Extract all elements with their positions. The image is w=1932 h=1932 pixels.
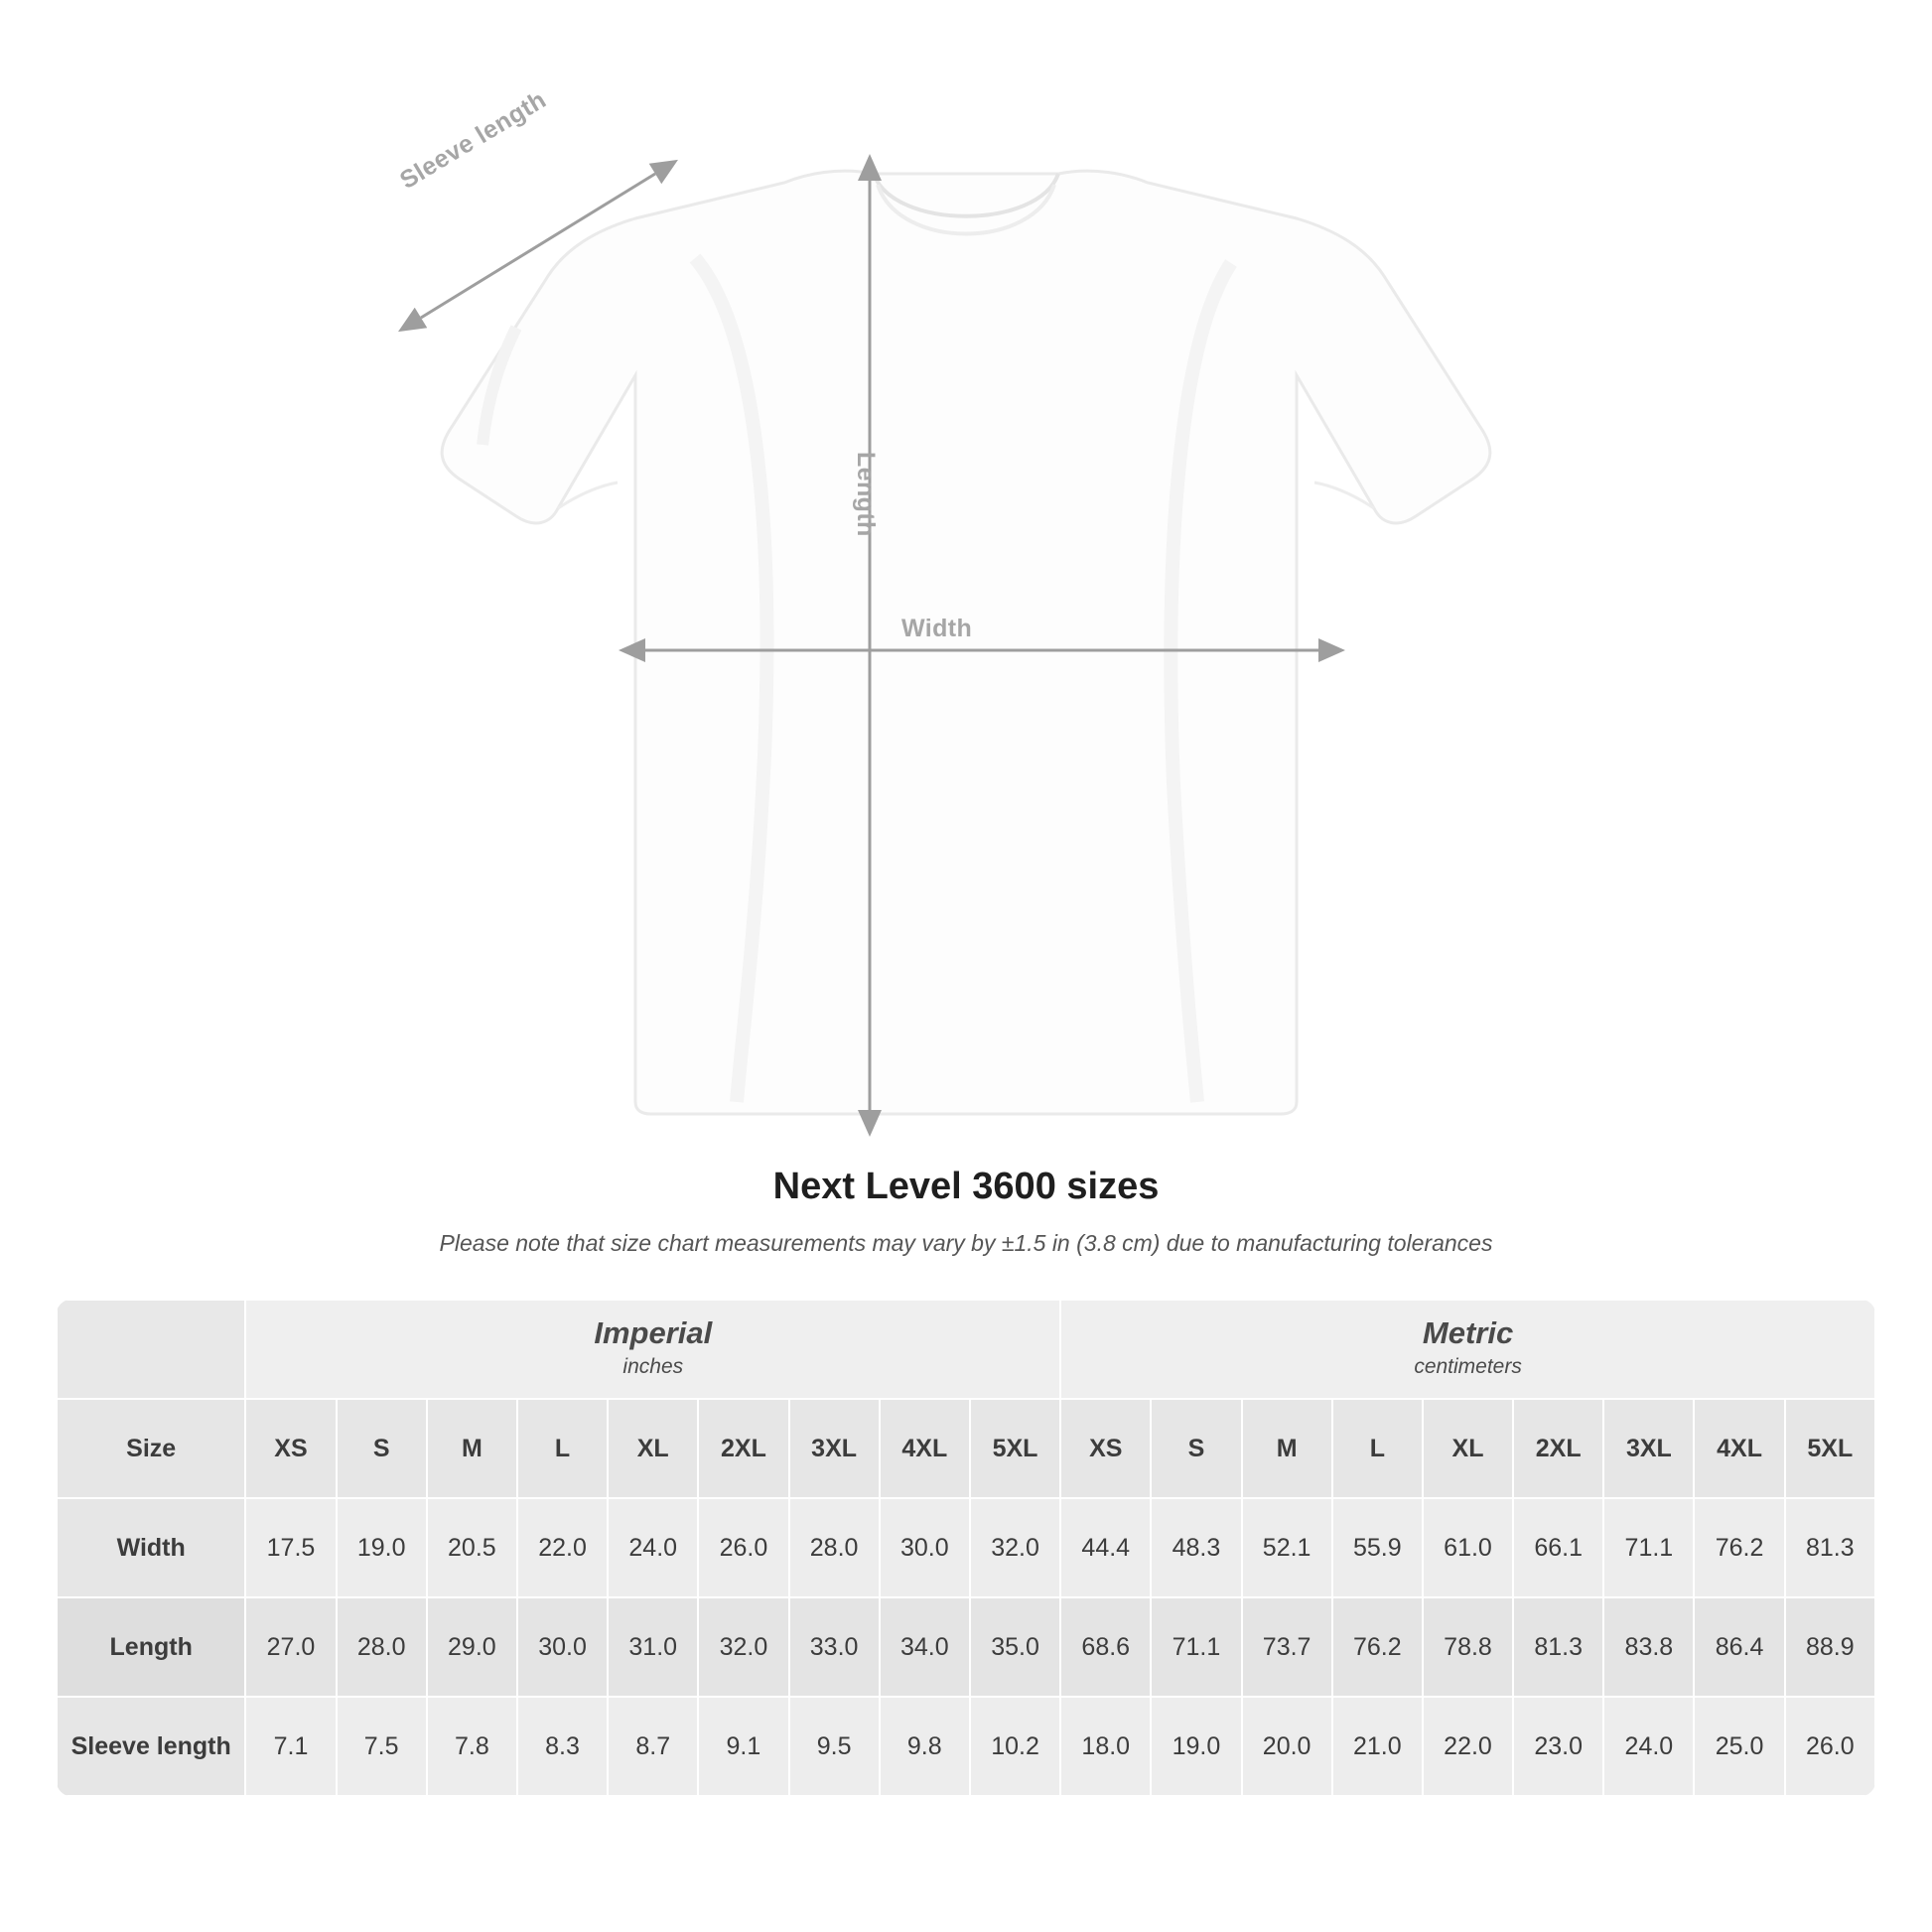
cell-sleeve-metric-xs: 18.0: [1060, 1697, 1151, 1796]
cell-width-imperial-4xl: 30.0: [880, 1498, 970, 1597]
size-header-metric-4xl: 4XL: [1694, 1399, 1784, 1498]
cell-length-metric-3xl: 83.8: [1603, 1597, 1694, 1697]
cell-length-imperial-m: 29.0: [427, 1597, 517, 1697]
cell-sleeve-metric-s: 19.0: [1151, 1697, 1241, 1796]
unit-title-metric: Metric: [1422, 1315, 1514, 1351]
cell-sleeve-imperial-l: 8.3: [517, 1697, 608, 1796]
size-header-imperial-m: M: [427, 1399, 517, 1498]
unit-title-imperial: Imperial: [594, 1315, 713, 1351]
cell-sleeve-imperial-m: 7.8: [427, 1697, 517, 1796]
corner-cell: [57, 1300, 245, 1399]
cell-length-metric-s: 71.1: [1151, 1597, 1241, 1697]
cell-sleeve-imperial-3xl: 9.5: [789, 1697, 880, 1796]
cell-length-metric-xl: 78.8: [1423, 1597, 1513, 1697]
table-row: [57, 1697, 1875, 1796]
size-header-imperial-xs: XS: [245, 1399, 336, 1498]
cell-width-metric-3xl: 71.1: [1603, 1498, 1694, 1597]
size-header-imperial-5xl: 5XL: [970, 1399, 1060, 1498]
cell-length-metric-m: 73.7: [1242, 1597, 1332, 1697]
cell-length-imperial-5xl: 35.0: [970, 1597, 1060, 1697]
size-header-row: [57, 1399, 1875, 1498]
row-label-sleeve-length: Sleeve length: [57, 1697, 245, 1796]
cell-width-imperial-m: 20.5: [427, 1498, 517, 1597]
cell-length-imperial-s: 28.0: [337, 1597, 427, 1697]
cell-width-metric-5xl: 81.3: [1785, 1498, 1875, 1597]
size-header-imperial-2xl: 2XL: [698, 1399, 788, 1498]
cell-width-metric-4xl: 76.2: [1694, 1498, 1784, 1597]
unit-sub-metric: centimeters: [1414, 1355, 1522, 1379]
size-header-imperial-4xl: 4XL: [880, 1399, 970, 1498]
cell-sleeve-metric-m: 20.0: [1242, 1697, 1332, 1796]
cell-length-imperial-2xl: 32.0: [698, 1597, 788, 1697]
sleeve-length-label: Sleeve length: [395, 85, 552, 196]
page-title: Next Level 3600 sizes: [772, 1166, 1160, 1207]
unit-header-row: [57, 1300, 1875, 1399]
cell-sleeve-imperial-xs: 7.1: [245, 1697, 336, 1796]
cell-width-metric-xl: 61.0: [1423, 1498, 1513, 1597]
unit-group-metric: [1060, 1300, 1875, 1399]
unit-group-imperial: [245, 1300, 1060, 1399]
cell-length-metric-l: 76.2: [1332, 1597, 1423, 1697]
cell-sleeve-metric-xl: 22.0: [1423, 1697, 1513, 1796]
size-table: [56, 1299, 1876, 1797]
length-label: Length: [852, 452, 880, 537]
size-header-metric-xl: XL: [1423, 1399, 1513, 1498]
size-header-metric-3xl: 3XL: [1603, 1399, 1694, 1498]
row-label-width: Width: [57, 1498, 245, 1597]
tolerance-note: Please note that size chart measurements may vary by ±1.5 in (3.8 cm) due to manufacturing tolerances: [439, 1230, 1493, 1256]
cell-length-metric-xs: 68.6: [1060, 1597, 1151, 1697]
unit-sub-imperial: inches: [622, 1355, 684, 1379]
cell-sleeve-imperial-xl: 8.7: [608, 1697, 698, 1796]
cell-length-imperial-4xl: 34.0: [880, 1597, 970, 1697]
cell-length-imperial-xs: 27.0: [245, 1597, 336, 1697]
size-header-metric-xs: XS: [1060, 1399, 1151, 1498]
cell-sleeve-imperial-5xl: 10.2: [970, 1697, 1060, 1796]
width-label: Width: [901, 615, 973, 642]
cell-sleeve-metric-4xl: 25.0: [1694, 1697, 1784, 1796]
cell-length-metric-2xl: 81.3: [1513, 1597, 1603, 1697]
cell-width-imperial-2xl: 26.0: [698, 1498, 788, 1597]
cell-length-imperial-xl: 31.0: [608, 1597, 698, 1697]
cell-length-metric-4xl: 86.4: [1694, 1597, 1784, 1697]
size-header-imperial-3xl: 3XL: [789, 1399, 880, 1498]
cell-width-imperial-xs: 17.5: [245, 1498, 336, 1597]
size-header-imperial-l: L: [517, 1399, 608, 1498]
size-header-imperial-xl: XL: [608, 1399, 698, 1498]
size-table-wrapper: [56, 1299, 1876, 1797]
cell-width-imperial-3xl: 28.0: [789, 1498, 880, 1597]
cell-sleeve-imperial-4xl: 9.8: [880, 1697, 970, 1796]
cell-length-imperial-l: 30.0: [517, 1597, 608, 1697]
cell-sleeve-imperial-s: 7.5: [337, 1697, 427, 1796]
size-header-metric-s: S: [1151, 1399, 1241, 1498]
cell-width-metric-xs: 44.4: [1060, 1498, 1151, 1597]
size-header-metric-5xl: 5XL: [1785, 1399, 1875, 1498]
cell-width-imperial-5xl: 32.0: [970, 1498, 1060, 1597]
cell-width-metric-l: 55.9: [1332, 1498, 1423, 1597]
cell-width-imperial-s: 19.0: [337, 1498, 427, 1597]
cell-width-metric-m: 52.1: [1242, 1498, 1332, 1597]
cell-sleeve-metric-l: 21.0: [1332, 1697, 1423, 1796]
cell-sleeve-metric-2xl: 23.0: [1513, 1697, 1603, 1796]
size-header-metric-m: M: [1242, 1399, 1332, 1498]
cell-width-metric-2xl: 66.1: [1513, 1498, 1603, 1597]
cell-length-imperial-3xl: 33.0: [789, 1597, 880, 1697]
table-row: [57, 1498, 1875, 1597]
size-label-cell: Size: [57, 1399, 245, 1498]
cell-width-imperial-xl: 24.0: [608, 1498, 698, 1597]
row-label-length: Length: [57, 1597, 245, 1697]
cell-sleeve-metric-5xl: 26.0: [1785, 1697, 1875, 1796]
cell-width-imperial-l: 22.0: [517, 1498, 608, 1597]
cell-width-metric-s: 48.3: [1151, 1498, 1241, 1597]
cell-sleeve-imperial-2xl: 9.1: [698, 1697, 788, 1796]
cell-sleeve-metric-3xl: 24.0: [1603, 1697, 1694, 1796]
size-header-imperial-s: S: [337, 1399, 427, 1498]
table-row: [57, 1597, 1875, 1697]
size-header-metric-l: L: [1332, 1399, 1423, 1498]
cell-length-metric-5xl: 88.9: [1785, 1597, 1875, 1697]
size-header-metric-2xl: 2XL: [1513, 1399, 1603, 1498]
